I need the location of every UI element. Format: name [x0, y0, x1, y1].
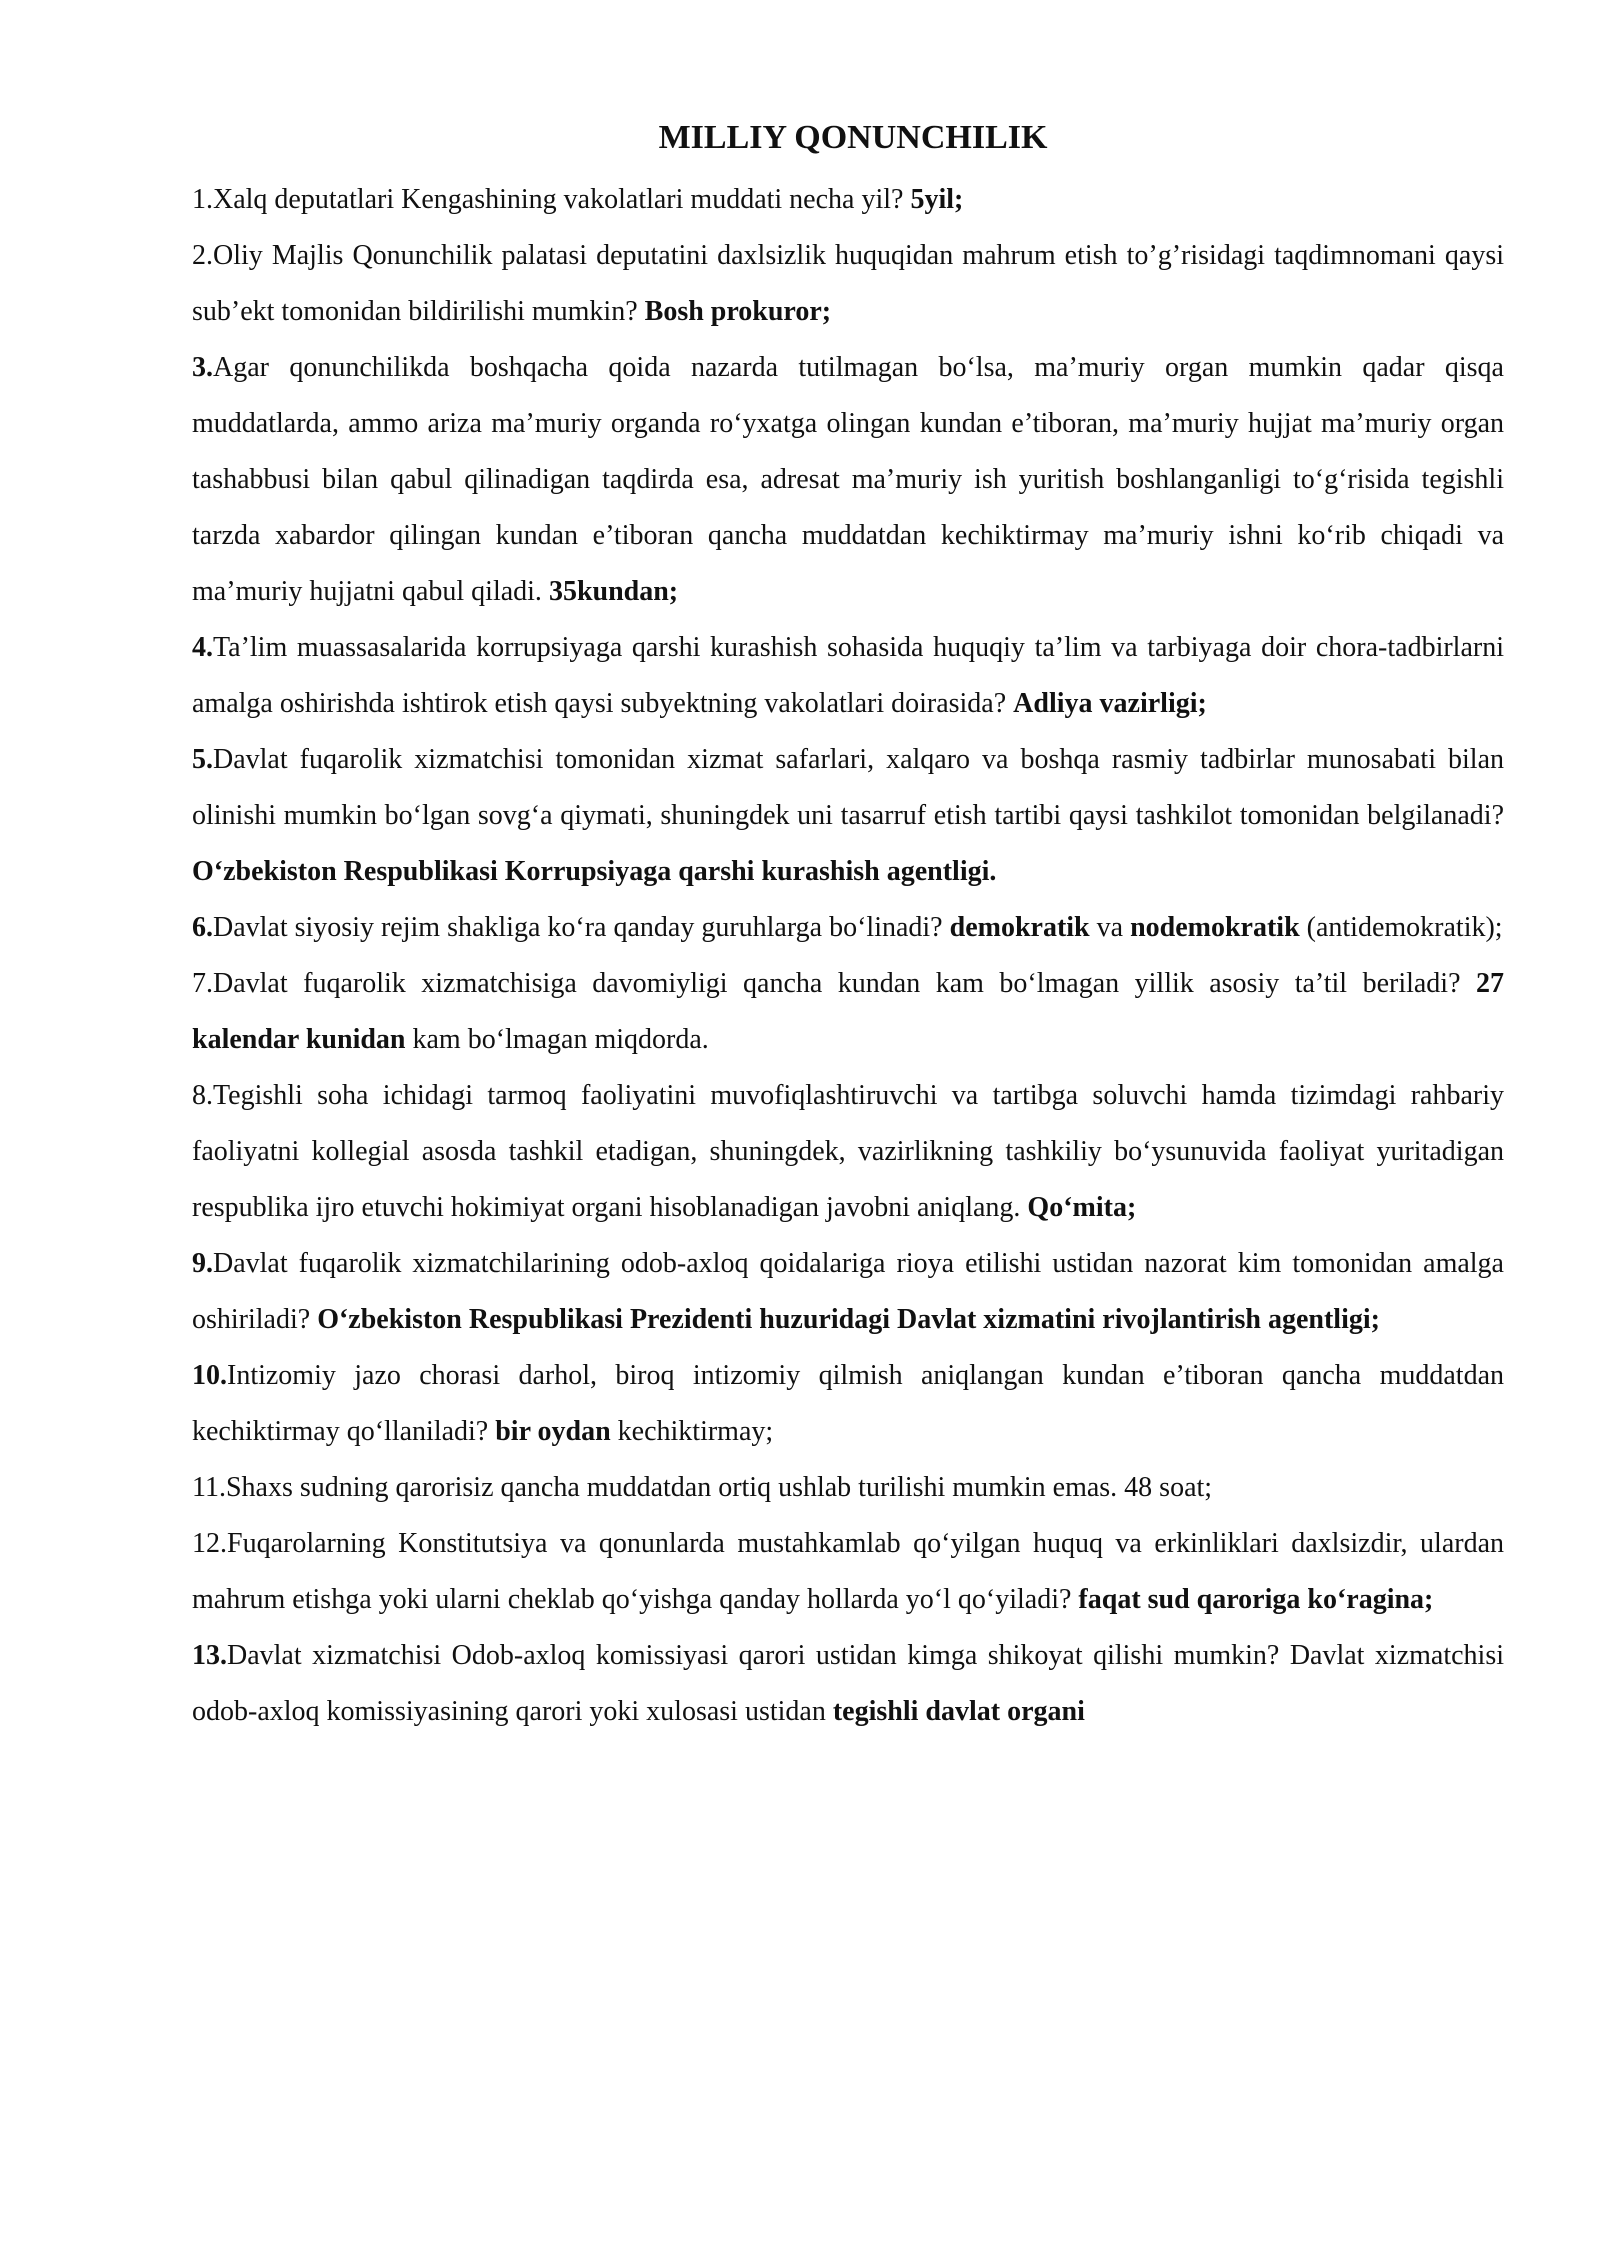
answer-text: 35kundan;	[548, 576, 679, 607]
question-text: Davlat fuqarolik xizmatchisi tomonidan xizmat safarlari, xalqaro va boshqa rasmiy tadbirlar munosabati bilan olinishi mumkin bo‘lgan sovg‘a qiymati, shuningdek uni tasarruf etish tartibi qaysi tashkilot tomonidan belgilanadi?	[192, 744, 1504, 831]
question-item	[192, 956, 1504, 1068]
question-number: 8.	[192, 1080, 213, 1111]
answer-text: O‘zbekiston Respublikasi Prezidenti huzuridagi Davlat xizmatini rivojlantirish agentligi;	[317, 1304, 1380, 1335]
question-number: 9.	[192, 1248, 213, 1279]
question-text: Agar qonunchilikda boshqacha qoida nazarda tutilmagan bo‘lsa, ma’muriy organ mumkin qadar qisqa muddatlarda, ammo ariza ma’muriy organda ro‘yxatga olingan kundan e’tiboran, ma’muriy hujjat ma’muriy organ tashabbusi bilan qabul qilinadigan taqdirda esa, adresat ma’muriy ish yuritish boshlanganligi to‘g‘risida tegishli tarzda xabardor qilingan kundan e’tiboran qancha muddatdan kechiktirmay ma’muriy ishni ko‘rib chiqadi va ma’muriy hujjatni qabul qiladi.	[192, 352, 1504, 607]
question-text: Tegishli soha ichidagi tarmoq faoliyatini muvofiqlashtiruvchi va tartibga soluvchi hamda tizimdagi rahbariy faoliyatni kollegial asosda tashkil etadigan, shuningdek, vazirlikning tashkiliy bo‘ysunuvida faoliyat yuritadigan respublika ijro etuvchi hokimiyat organi hisoblanadigan javobni aniqlang.	[192, 1080, 1504, 1223]
page-title: MILLIY QONUNCHILIK	[658, 119, 1048, 156]
question-item	[192, 228, 1504, 340]
question-item	[192, 172, 1504, 228]
question-item	[192, 1516, 1504, 1628]
question-text: Davlat fuqarolik xizmatchilarining odob-axloq qoidalariga rioya etilishi ustidan nazorat kim tomonidan amalga oshiriladi?	[192, 1248, 1504, 1335]
answer-text: 27 kalendar kunidan	[192, 968, 1504, 1055]
answer-text: faqat sud qaroriga ko‘ragina;	[1078, 1584, 1434, 1615]
question-item	[192, 900, 1504, 956]
question-text: Xalq deputatlari Kengashining vakolatlari muddati necha yil?	[213, 184, 911, 215]
question-item	[192, 620, 1504, 732]
answer-text: Adliya vazirligi;	[1013, 688, 1207, 719]
question-list	[192, 172, 1504, 1740]
question-number: 2.	[192, 240, 213, 271]
question-text: Davlat xizmatchisi Odob-axloq komissiyasi qarori ustidan kimga shikoyat qilishi mumkin? Davlat xizmatchisi odob-axloq komissiyasining qarori yoki xulosasi ustidan	[192, 1640, 1504, 1727]
question-number: 1.	[192, 184, 213, 215]
answer-text: nodemokratik	[1130, 912, 1300, 943]
question-item	[192, 1348, 1504, 1460]
question-item	[192, 1460, 1504, 1516]
question-number: 13.	[192, 1640, 227, 1671]
answer-text: demokratik	[949, 912, 1090, 943]
question-number: 7.	[192, 968, 213, 999]
answer-text: O‘zbekiston Respublikasi Korrupsiyaga qarshi kurashish agentligi.	[192, 856, 997, 887]
question-text: (antidemokratik);	[1299, 912, 1503, 943]
question-text: kechiktirmay;	[610, 1416, 774, 1447]
question-item	[192, 1068, 1504, 1236]
question-number: 6.	[192, 912, 213, 943]
question-item	[192, 1236, 1504, 1348]
question-text: kam bo‘lmagan miqdorda.	[405, 1024, 709, 1055]
answer-text: Bosh prokuror;	[644, 296, 832, 327]
question-number: 3.	[192, 352, 213, 383]
question-item	[192, 340, 1504, 620]
question-text: Intizomiy jazo chorasi darhol, biroq intizomiy qilmish aniqlangan kundan e’tiboran qancha muddatdan kechiktirmay qo‘llaniladi?	[192, 1360, 1504, 1447]
question-number: 4.	[192, 632, 213, 663]
question-item	[192, 1628, 1504, 1740]
question-number: 12.	[192, 1528, 227, 1559]
answer-text: Qo‘mita;	[1027, 1192, 1137, 1223]
question-text: va	[1089, 912, 1131, 943]
question-text: Ta’lim muassasalarida korrupsiyaga qarshi kurashish sohasida huquqiy ta’lim va tarbiyaga doir chora-tadbirlarni amalga oshirishda ishtirok etish qaysi subyektning vakolatlari doirasida?	[192, 632, 1504, 719]
question-number: 11.	[192, 1472, 226, 1503]
question-number: 5.	[192, 744, 213, 775]
question-text: Davlat fuqarolik xizmatchisiga davomiyligi qancha kundan kam bo‘lmagan yillik asosiy ta’til beriladi?	[213, 968, 1476, 999]
answer-text: bir oydan	[495, 1416, 611, 1447]
question-text: Shaxs sudning qarorisiz qancha muddatdan ortiq ushlab turilishi mumkin emas. 48 soat;	[225, 1472, 1213, 1503]
question-text: Oliy Majlis Qonunchilik palatasi deputatini daxlsizlik huquqidan mahrum etish to’g’risidagi taqdimnomani qaysi sub’ekt tomonidan bildirilishi mumkin?	[192, 240, 1504, 327]
question-text: Davlat siyosiy rejim shakliga ko‘ra qanday guruhlarga bo‘linadi?	[213, 912, 950, 943]
answer-text: tegishli davlat organi	[832, 1696, 1085, 1727]
question-item	[192, 732, 1504, 900]
answer-text: 5yil;	[910, 184, 964, 215]
question-number: 10.	[192, 1360, 227, 1391]
question-text: Fuqarolarning Konstitutsiya va qonunlarda mustahkamlab qo‘yilgan huquq va erkinliklari daxlsizdir, ulardan mahrum etishga yoki ularni cheklab qo‘yishga qanday hollarda yo‘l qo‘yiladi?	[192, 1528, 1504, 1615]
